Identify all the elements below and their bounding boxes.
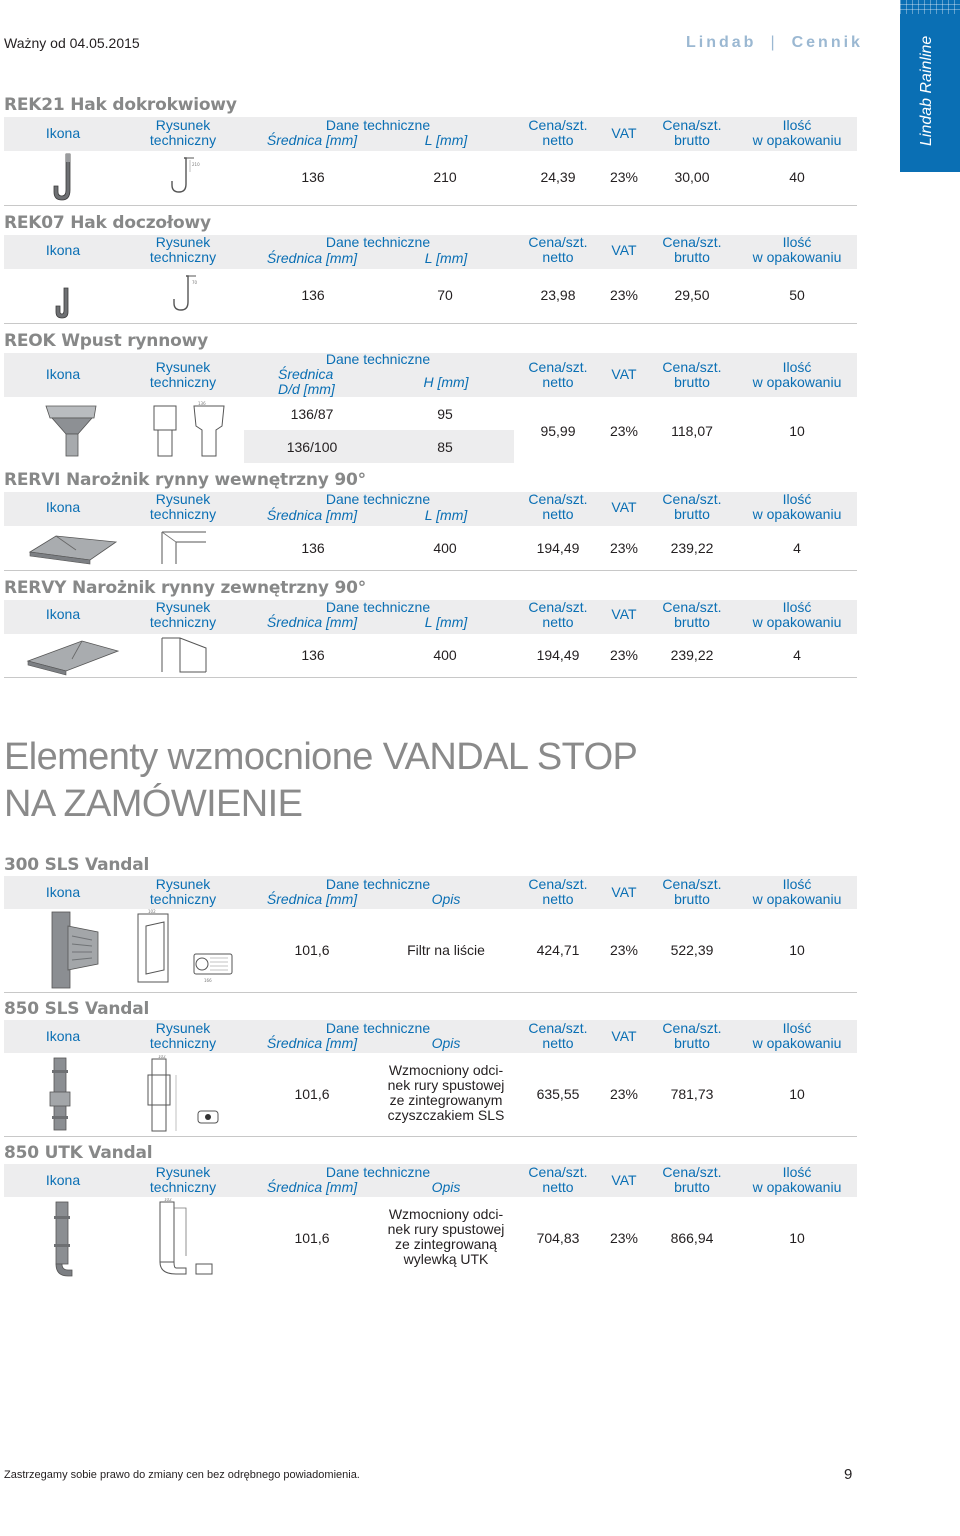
header-tech-data: Dane techniczne: [325, 1020, 431, 1036]
vat-value: 23%: [609, 942, 639, 958]
header-diameter-dd: Średnica D/d [mm]: [278, 366, 335, 397]
header-icon: Ikona: [45, 884, 81, 900]
header-description: Opis: [431, 891, 461, 907]
brand-header: [686, 34, 863, 52]
header-tech-data: Dane techniczne: [325, 117, 431, 133]
header-qty: Ilość w opakowaniu: [752, 117, 842, 148]
side-tab-pattern: [900, 0, 960, 14]
gross-price-value: 29,50: [674, 287, 710, 303]
net-price-value: 704,83: [536, 1230, 580, 1246]
height-value: 85: [437, 439, 453, 455]
header-vat: VAT: [611, 242, 637, 258]
header-tech-data: Dane techniczne: [325, 876, 431, 892]
header-tech-data: Dane techniczne: [325, 1164, 431, 1180]
header-vat: VAT: [611, 884, 637, 900]
header-net-price: Cena/szt. netto: [528, 876, 588, 907]
header-tech-data: Dane techniczne: [325, 234, 431, 250]
net-price-value: 424,71: [536, 942, 580, 958]
header-drawing: Rysunek techniczny: [149, 1164, 217, 1195]
inner-corner-icon: [26, 530, 120, 566]
section-title: 850 SLS Vandal: [4, 999, 150, 1019]
header-tech-data: Dane techniczne: [325, 491, 431, 507]
header-drawing: Rysunek techniczny: [149, 491, 217, 522]
section-title: REOK Wpust rynnowy: [4, 331, 208, 351]
section-title: RERVI Narożnik rynny wewnętrzny 90°: [4, 470, 366, 490]
header-gross-price: Cena/szt. brutto: [662, 491, 722, 522]
gross-price-value: 239,22: [670, 647, 714, 663]
header-net-price: Cena/szt. netto: [528, 1164, 588, 1195]
header-icon: Ikona: [45, 499, 81, 515]
vat-value: 23%: [609, 540, 639, 556]
qty-value: 4: [793, 540, 801, 556]
sls-filter-icon: [40, 910, 104, 990]
section-divider: [4, 570, 857, 571]
header-icon: Ikona: [45, 366, 81, 382]
qty-value: 4: [793, 647, 801, 663]
net-price-value: 23,98: [540, 287, 576, 303]
net-price-value: 635,55: [536, 1086, 580, 1102]
vandal-title: Elementy wzmocnione VANDAL STOP NA ZAMÓWIENIE: [4, 736, 638, 825]
description-value: Wzmocniony odci- nek rury spustowej ze zintegrowanym czyszczakiem SLS: [387, 1062, 505, 1123]
outlet-drawing-icon: [148, 400, 232, 462]
header-icon: Ikona: [45, 1172, 81, 1188]
header-diameter: Średnica [mm]: [266, 1035, 358, 1051]
inner-corner-drawing-icon: [156, 528, 210, 568]
header-diameter: Średnica [mm]: [266, 132, 358, 148]
header-drawing: Rysunek techniczny: [149, 117, 217, 148]
sls-filter-drawing-icon: [124, 908, 242, 988]
header-diameter: Średnica [mm]: [266, 891, 358, 907]
header-gross-price: Cena/szt. brutto: [662, 1164, 722, 1195]
header-net-price: Cena/szt. netto: [528, 117, 588, 148]
header-qty: Ilość w opakowaniu: [752, 491, 842, 522]
vat-value: 23%: [609, 169, 639, 185]
vat-value: 23%: [609, 287, 639, 303]
brand-name: Lindab: [686, 34, 757, 51]
footer-note: Zastrzegamy sobie prawo do zmiany cen bez odrębnego powiadomienia.: [4, 1469, 360, 1481]
gutter-outlet-icon: [42, 402, 102, 460]
outer-corner-icon: [24, 637, 122, 677]
utk-spout-drawing-icon: [146, 1198, 218, 1278]
header-length: L [mm]: [424, 132, 468, 148]
net-price-value: 24,39: [540, 169, 576, 185]
svg-text:70: 70: [192, 280, 198, 285]
svg-text:102: 102: [164, 1198, 172, 1202]
qty-value: 10: [789, 1230, 805, 1246]
svg-text:102: 102: [148, 909, 156, 914]
header-tech-data: Dane techniczne: [325, 599, 431, 615]
diameter-value: 136: [301, 647, 325, 663]
qty-value: 10: [789, 1086, 805, 1102]
sls-cleanout-icon: [46, 1056, 74, 1132]
header-drawing: Rysunek techniczny: [149, 234, 217, 265]
header-net-price: Cena/szt. netto: [528, 491, 588, 522]
section-divider: [4, 677, 857, 678]
header-net-price: Cena/szt. netto: [528, 234, 588, 265]
length-value: 210: [433, 169, 457, 185]
header-vat: VAT: [611, 499, 637, 515]
length-value: 400: [433, 647, 457, 663]
header-icon: Ikona: [45, 1028, 81, 1044]
header-drawing: Rysunek techniczny: [149, 876, 217, 907]
gutter-hook-icon: [50, 152, 80, 204]
gross-price-value: 522,39: [670, 942, 714, 958]
qty-value: 10: [789, 423, 805, 439]
vat-value: 23%: [609, 1086, 639, 1102]
height-value: 95: [437, 406, 453, 422]
header-gross-price: Cena/szt. brutto: [662, 1020, 722, 1051]
header-qty: Ilość w opakowaniu: [752, 234, 842, 265]
section-title: REK21 Hak dokrokwiowy: [4, 95, 237, 115]
qty-value: 40: [789, 169, 805, 185]
qty-value: 10: [789, 942, 805, 958]
side-tab: [900, 0, 960, 172]
header-diameter: Średnica [mm]: [266, 1179, 358, 1195]
header-drawing: Rysunek techniczny: [149, 359, 217, 390]
sls-cleanout-drawing-icon: [138, 1055, 224, 1135]
gross-price-value: 866,94: [670, 1230, 714, 1246]
header-icon: Ikona: [45, 242, 81, 258]
description-value: Filtr na liście: [407, 942, 485, 958]
utk-spout-icon: [48, 1200, 76, 1280]
header-net-price: Cena/szt. netto: [528, 599, 588, 630]
valid-from-date: Ważny od 04.05.2015: [4, 35, 140, 51]
hook-drawing-icon: [164, 272, 208, 316]
description-value: Wzmocniony odci- nek rury spustowej ze zintegrowaną wylewką UTK: [387, 1206, 505, 1267]
header-qty: Ilość w opakowaniu: [752, 359, 842, 390]
diameter-value: 136/100: [286, 439, 338, 455]
header-qty: Ilość w opakowaniu: [752, 1164, 842, 1195]
net-price-value: 194,49: [536, 647, 580, 663]
gross-price-value: 118,07: [671, 423, 713, 439]
header-gross-price: Cena/szt. brutto: [662, 876, 722, 907]
section-divider: [4, 992, 857, 993]
diameter-value: 101,6: [294, 942, 330, 958]
section-title: 850 UTK Vandal: [4, 1143, 153, 1163]
qty-value: 50: [789, 287, 805, 303]
header-drawing: Rysunek techniczny: [149, 599, 217, 630]
section-divider: [4, 1136, 857, 1137]
hook-drawing-icon: [160, 154, 208, 198]
diameter-value: 101,6: [294, 1230, 330, 1246]
svg-text:210: 210: [192, 162, 200, 167]
header-icon: Ikona: [45, 606, 81, 622]
gross-price-value: 781,73: [670, 1086, 714, 1102]
fascia-hook-icon: [52, 286, 76, 322]
diameter-value: 136: [301, 169, 325, 185]
header-qty: Ilość w opakowaniu: [752, 599, 842, 630]
header-tech-data: Dane techniczne: [325, 351, 431, 367]
header-diameter: Średnica [mm]: [266, 507, 358, 523]
header-length: L [mm]: [424, 250, 468, 266]
length-value: 70: [437, 287, 453, 303]
header-drawing: Rysunek techniczny: [149, 1020, 217, 1051]
header-gross-price: Cena/szt. brutto: [662, 234, 722, 265]
svg-text:102: 102: [158, 1055, 166, 1059]
header-vat: VAT: [611, 1172, 637, 1188]
net-price-value: 194,49: [536, 540, 580, 556]
header-diameter: Średnica [mm]: [266, 250, 358, 266]
length-value: 400: [433, 540, 457, 556]
page-number: 9: [844, 1466, 853, 1483]
header-vat: VAT: [611, 125, 637, 141]
header-height: H [mm]: [423, 374, 469, 390]
header-qty: Ilość w opakowaniu: [752, 1020, 842, 1051]
header-length: L [mm]: [424, 614, 468, 630]
header-gross-price: Cena/szt. brutto: [662, 359, 722, 390]
side-tab-label: Lindab Rainline: [918, 35, 935, 146]
svg-text:136: 136: [198, 401, 206, 406]
header-qty: Ilość w opakowaniu: [752, 876, 842, 907]
header-vat: VAT: [611, 606, 637, 622]
gross-price-value: 239,22: [670, 540, 714, 556]
header-icon: Ikona: [45, 125, 81, 141]
header-gross-price: Cena/szt. brutto: [662, 117, 722, 148]
net-price-value: 95,99: [540, 423, 576, 439]
catalog-name: Cennik: [791, 34, 863, 51]
diameter-value: 101,6: [294, 1086, 330, 1102]
header-net-price: Cena/szt. netto: [528, 359, 588, 390]
gross-price-value: 30,00: [674, 169, 710, 185]
brand-separator: |: [770, 34, 778, 51]
vat-value: 23%: [609, 423, 639, 439]
section-title: 300 SLS Vandal: [4, 855, 150, 875]
svg-text:166: 166: [204, 978, 212, 983]
header-diameter: Średnica [mm]: [266, 614, 358, 630]
diameter-value: 136/87: [290, 406, 334, 422]
header-vat: VAT: [611, 1028, 637, 1044]
header-description: Opis: [431, 1179, 461, 1195]
header-vat: VAT: [611, 366, 637, 382]
section-divider: [4, 205, 857, 206]
section-divider: [4, 323, 857, 324]
header-length: L [mm]: [424, 507, 468, 523]
vat-value: 23%: [609, 1230, 639, 1246]
section-title: RERVY Narożnik rynny zewnętrzny 90°: [4, 578, 367, 598]
section-title: REK07 Hak doczołowy: [4, 213, 211, 233]
header-description: Opis: [431, 1035, 461, 1051]
outer-corner-drawing-icon: [156, 634, 212, 676]
header-gross-price: Cena/szt. brutto: [662, 599, 722, 630]
vat-value: 23%: [609, 647, 639, 663]
header-net-price: Cena/szt. netto: [528, 1020, 588, 1051]
diameter-value: 136: [301, 287, 325, 303]
diameter-value: 136: [301, 540, 325, 556]
